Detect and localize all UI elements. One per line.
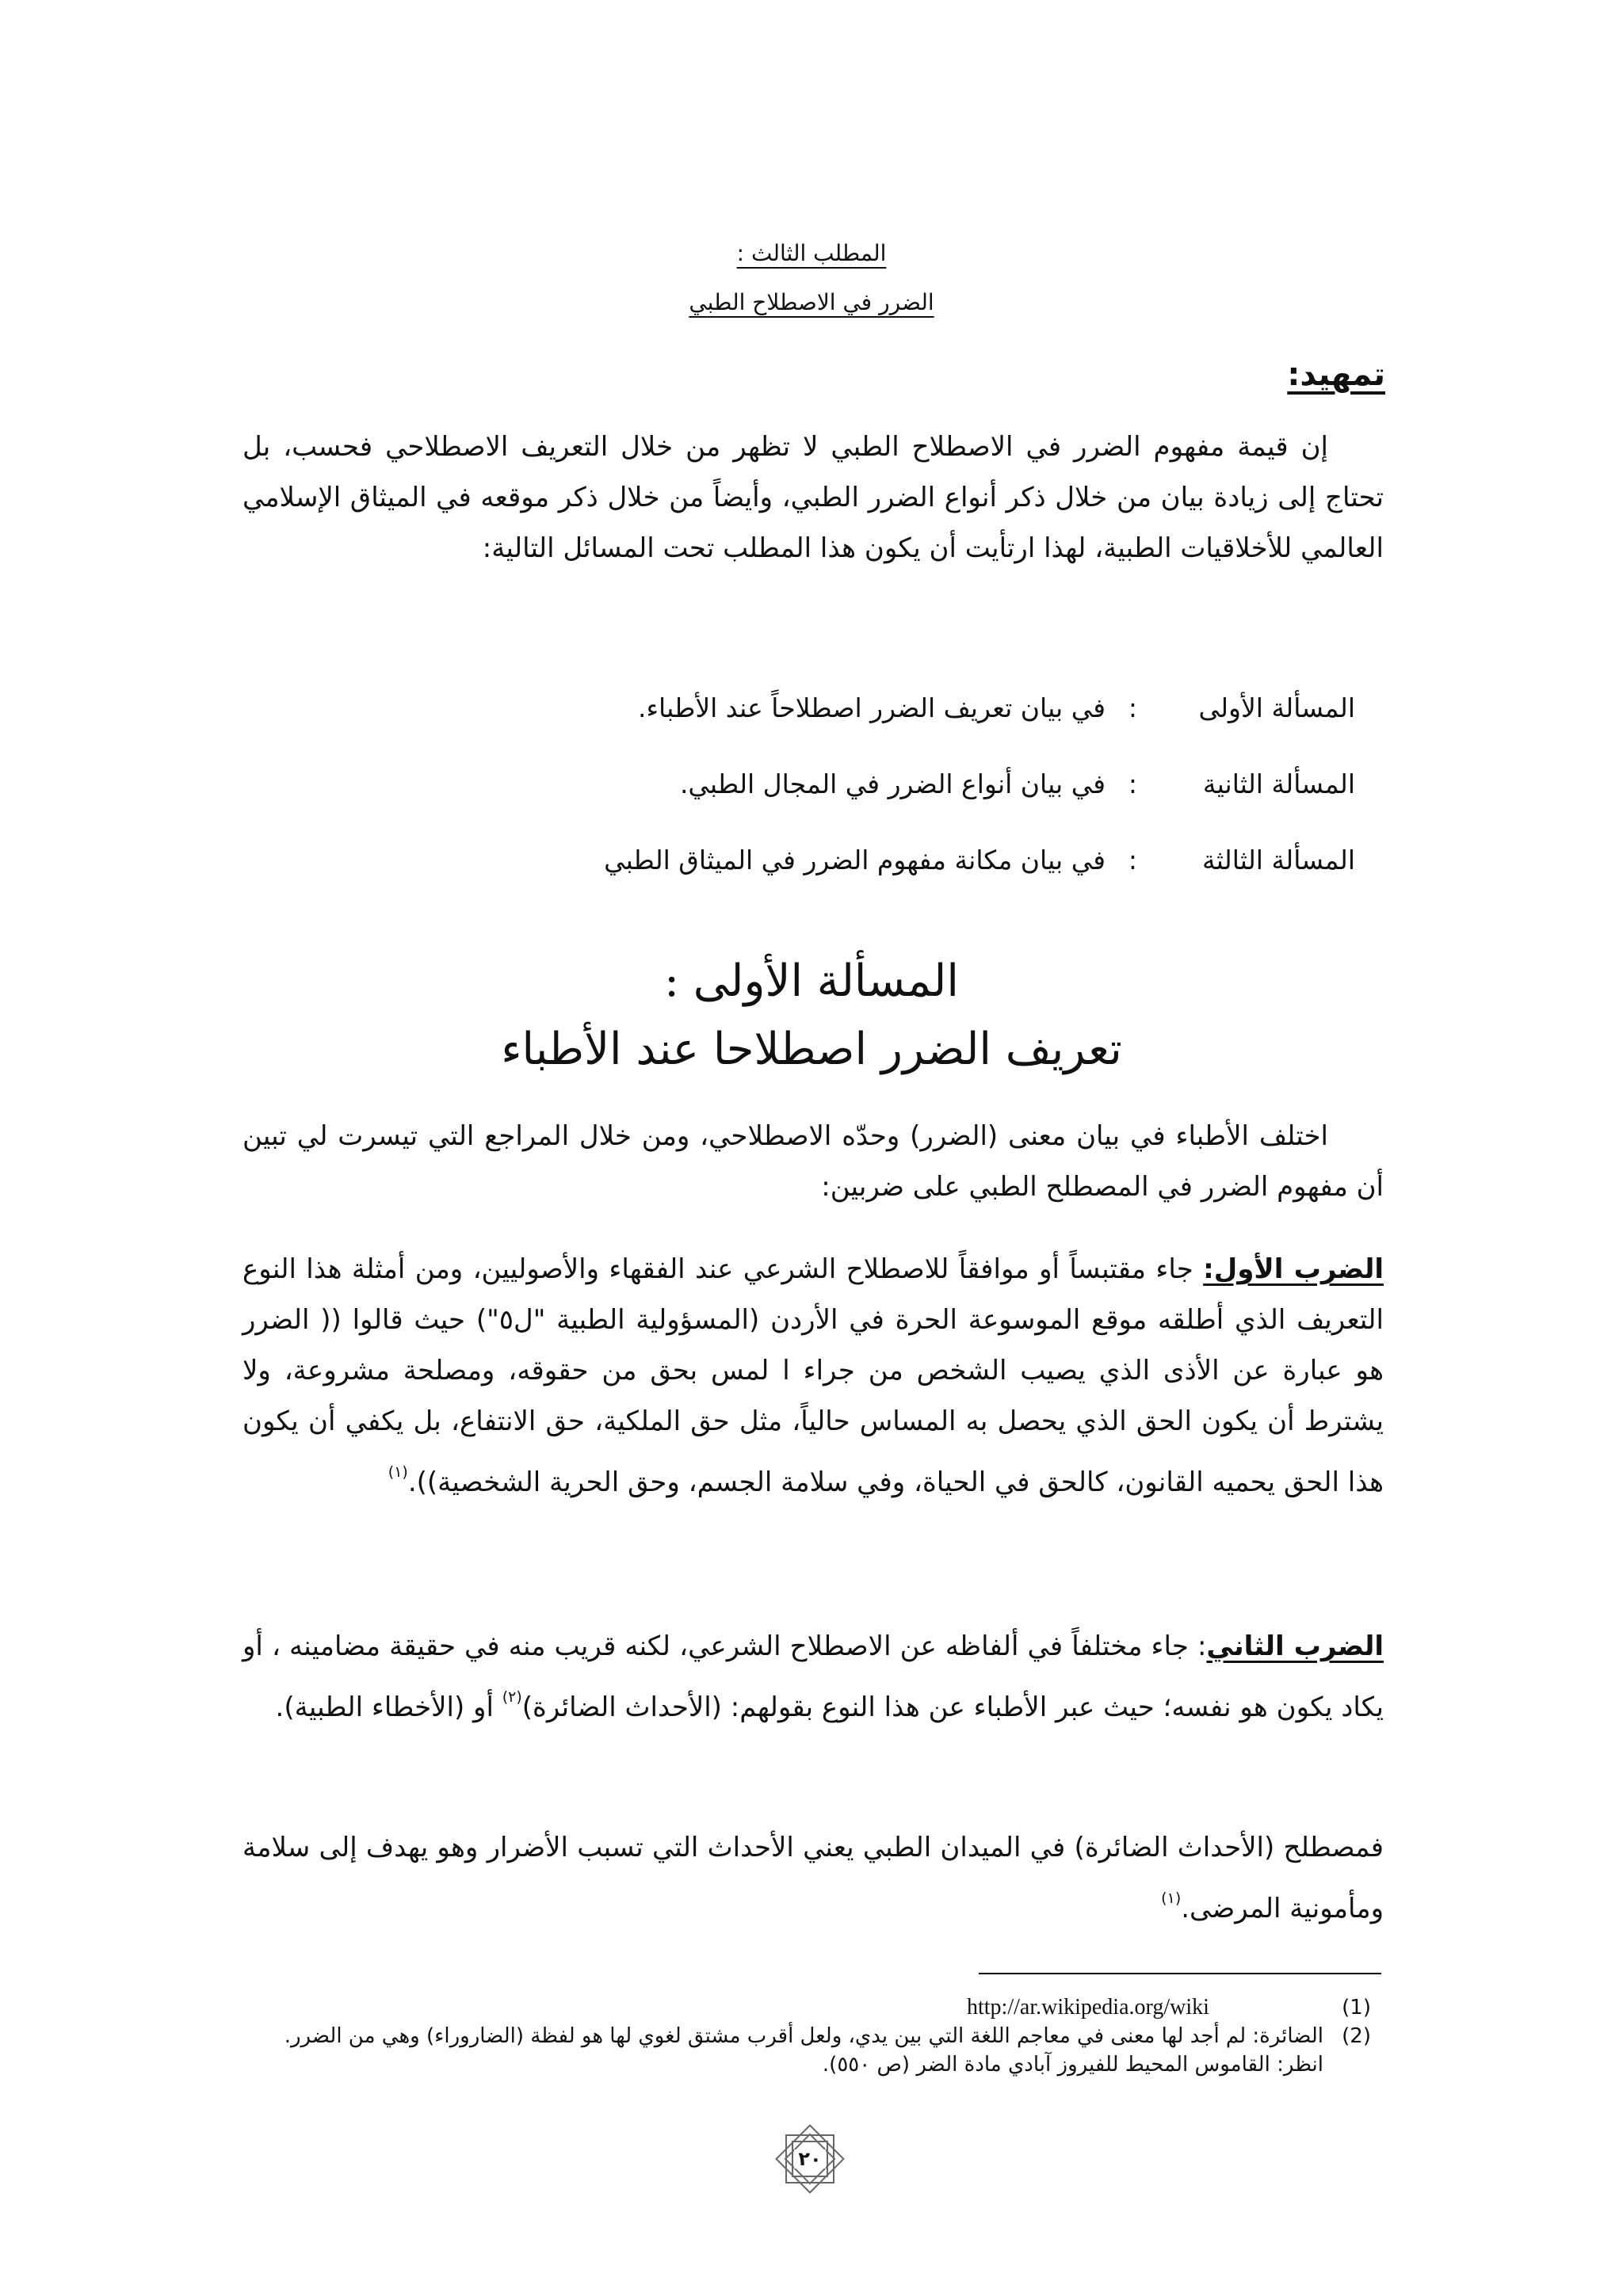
- intro-paragraph: إن قيمة مفهوم الضرر في الاصطلاح الطبي لا تظهر من خلال التعريف الاصطلاحي فحسب، بل تحتاج إلى زيادة بيان من خلال ذكر أنواع الضرر الطبي، وأيضاً من خلال ذكر موقعه في الميثاق الإسلامي العالمي للأخلاقيات الطبية، لهذا ارتأيت أن يكون هذا المطلب تحت المسائل التالية:: [242, 431, 1384, 564]
- footnote-2: [246, 2022, 1371, 2079]
- section-heading-line2: الضرر في الاصطلاح الطبي: [689, 289, 934, 315]
- body-paragraph-2: فمصطلح (الأحداث الضائرة) في الميدان الطبي يعني الأحداث التي تسبب الأضرار وهو يهدف إلى سلامة ومأمونية المرضى.$^{(١)}$: [242, 1832, 1384, 1924]
- body-paragraph-1: اختلف الأطباء في بيان معنى (الضرر) وحدّه الاصطلاحي، ومن خلال المراجع التي تيسرت لي تبين أن مفهوم الضرر في المصطلح الطبي على ضربين:: [242, 1120, 1384, 1203]
- issue-description: في بيان أنواع الضرر في المجال الطبي.: [679, 769, 1106, 799]
- type-item-label: الضرب الثاني: [1206, 1630, 1384, 1662]
- issue-name: المسألة الأولى: [1198, 692, 1355, 723]
- type-item-first: [242, 1244, 1384, 1508]
- issue-list-item: [246, 840, 1355, 881]
- section-heading-line1: المطلب الثالث :: [736, 240, 887, 266]
- issue-description: في بيان تعريف الضرر اصطلاحاً عند الأطباء.: [638, 692, 1106, 723]
- footnote-ref: (٢): [502, 1688, 522, 1706]
- footnote-ref: (١): [1161, 1890, 1182, 1907]
- main-heading-line2: تعريف الضرر اصطلاحا عند الأطباء: [501, 1024, 1122, 1075]
- type-item-second: [242, 1621, 1384, 1733]
- footnote-separator: [979, 1973, 1381, 1974]
- issue-name: المسألة الثانية: [1202, 769, 1355, 799]
- footnote-1: [246, 1993, 1371, 2022]
- issue-colon: :: [1128, 769, 1137, 799]
- type-item-label: الضرب الأول:: [1203, 1253, 1384, 1285]
- type-item-body: : جاء مختلفاً في ألفاظه عن الاصطلاح الشرعي، لكنه قريب منه في حقيقة مضامينه ، أو يكاد يكون هو نفسه؛ حيث عبر الأطباء عن هذا النوع بقولهم: (الأحداث الضائرة): [242, 1630, 1384, 1723]
- main-heading-line1: المسألة الأولى :: [664, 955, 959, 1007]
- footnote-link[interactable]: http://ar.wikipedia.org/wiki: [967, 1995, 1209, 2019]
- issue-colon: :: [1128, 692, 1137, 723]
- intro-label: تمهيد:: [1287, 357, 1385, 393]
- page-number-ornament: [769, 2118, 851, 2200]
- issue-list-item: [246, 688, 1355, 729]
- issue-colon: :: [1128, 845, 1137, 875]
- issue-list-item: [246, 764, 1355, 805]
- issue-description: في بيان مكانة مفهوم الضرر في الميثاق الطبي: [604, 845, 1106, 875]
- footnote-ref: (١): [388, 1463, 408, 1481]
- footnote-text: الضائرة: لم أجد لها معنى في معاجم اللغة التي بين يدي، ولعل أقرب مشتق لغوي لها هو لفظة (الضاروراء) وهي من الضرر. انظر: القاموس المحيط للفيروز آبادي مادة الضر (ص ٥٥٠).: [284, 2024, 1323, 2077]
- footnote-number: (1): [1342, 1996, 1371, 2019]
- footnote-number: (2): [1342, 2024, 1371, 2048]
- type-item-body-end: أو (الأخطاء الطبية).: [275, 1691, 502, 1723]
- issue-name: المسألة الثالثة: [1202, 845, 1355, 875]
- type-item-body: جاء مقتبساً أو موافقاً للاصطلاح الشرعي عند الفقهاء والأصوليين، ومن أمثلة هذا النوع التعريف الذي أطلقه موقع الموسوعة الحرة في الأردن (المسؤولية الطبية "ل٥") حيث قالوا (( الضرر هو عبارة عن الأذى الذي يصيب الشخص من جراء ا لمس بحق من حقوقه، ومصلحة مشروعة، ولا يشترط أن يكون الحق الذي يحصل به المساس حالياً، مثل حق الملكية، حق الانتفاع، بل يكفي أن يكون هذا الحق يحميه القانون، كالحق في الحياة، وفي سلامة الجسم، وحق الحرية الشخصية)).: [242, 1253, 1384, 1498]
- page-number: ٢٠: [798, 2148, 822, 2170]
